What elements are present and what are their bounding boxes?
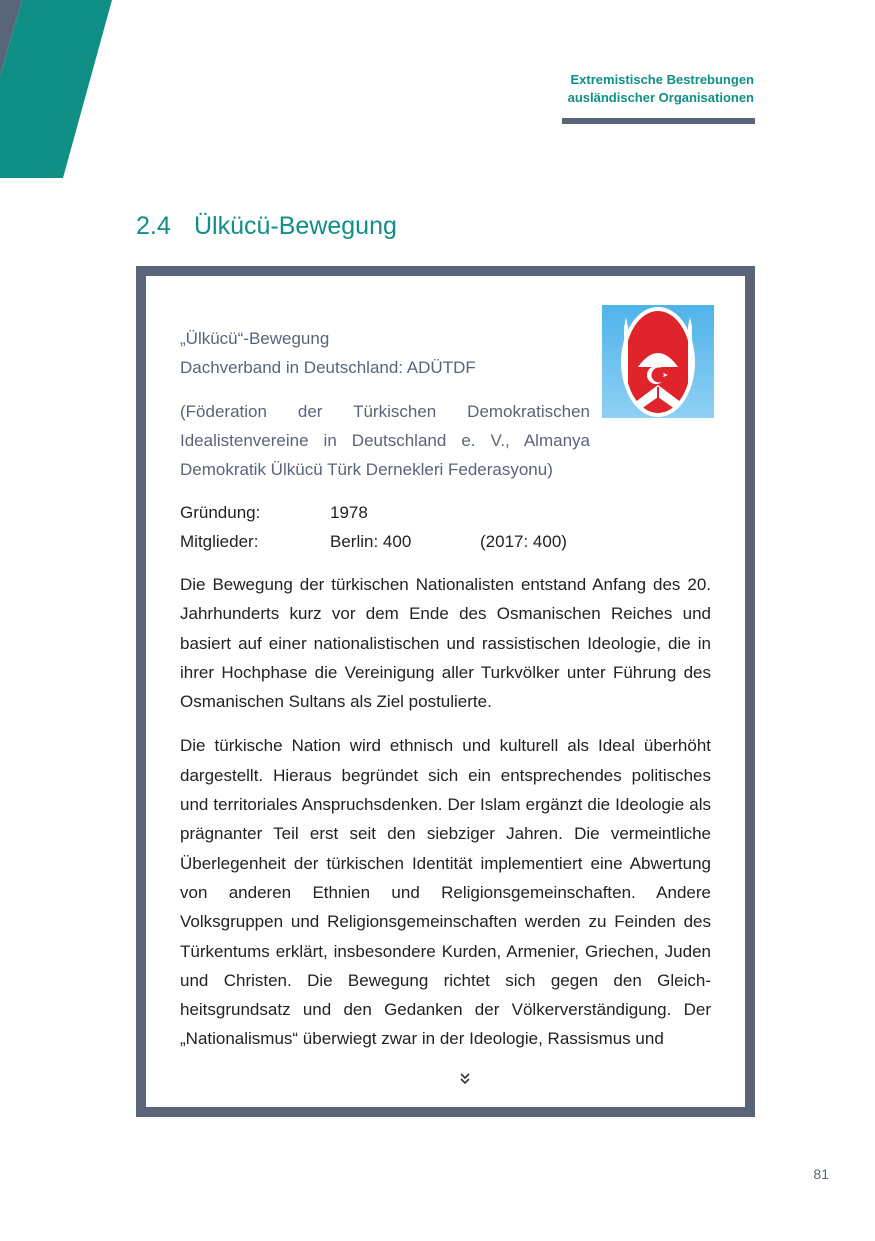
fact-row-founded: [180, 498, 567, 527]
paragraph: Die Bewegung der türkischen Nationalisten entstand Anfang des 20. Jahrhunderts kurz vor dem Ende des Osmanischen Reiches und basiert auf einer nationalistischen und rassistischen Ideologie, die in ihrer Hochphase die Vereinigung aller Turkvölker unter Führung des Osmanischen Sultans als Ziel postulierte.: [180, 575, 711, 712]
founded-value: 1978: [330, 503, 368, 522]
header-rule: [562, 118, 755, 124]
section-title-text: Ülkücü-Bewegung: [194, 212, 397, 240]
running-header-line1: Extremistische Bestrebungen: [570, 72, 754, 87]
section-number: 2.4: [136, 212, 171, 240]
founded-label: Gründung:: [180, 503, 261, 522]
running-header: [494, 71, 754, 107]
members-label: Mitglieder:: [180, 532, 259, 551]
organisation-name: „Ülkücü“-Bewegung: [180, 329, 330, 348]
double-chevron-down-icon: [458, 1070, 472, 1086]
fact-table: [180, 498, 567, 556]
page-number: 81: [813, 1166, 829, 1182]
description-text: [180, 570, 711, 1069]
organisation-heading: [180, 324, 590, 484]
umbrella-organisation: Dachverband in Deutschland: ADÜTDF: [180, 358, 476, 377]
federation-full-name: (Föderation der Türkischen Demokratischen Idealistenvereine in Deutschland e. V., Almanya Demokratik Ülkücü Türk Dernekleri Federasyonu): [180, 402, 590, 479]
fact-row-members: [180, 527, 567, 556]
info-box: [136, 266, 755, 1117]
paragraph: Die türkische Nation wird ethnisch und kulturell als Ideal überhöht dargestellt. Hieraus begründet sich ein entsprechendes politisches und territoriales Anspruchsdenken. Der Islam ergänzt die Ideologie als prägnanter Teil erst seit den siebziger Jahren. Die vermeintliche Überlegenheit der türkischen Identität implementiert eine Abwertung von anderen Ethnien und Religionsgemeinschaften. Andere Volksgruppen und Religionsgemeinschaften werden zu Feinden des Türkentums erklärt, insbesondere Kurden, Armenier, Griechen, Juden und Christen. Die Bewegung richtet sich gegen den Gleichheitsgrundsatz und den Gedanken der Völkerverständigung. Der „Nationalismus“ überwiegt zwar in der Ideologie, Rassismus und: [180, 736, 711, 1049]
section-title: [136, 212, 397, 241]
members-value: Berlin: 400: [330, 532, 412, 551]
corner-decoration: [0, 0, 115, 180]
running-header-line2: ausländischer Organisationen: [567, 90, 754, 105]
members-previous-year: (2017: 400): [480, 532, 567, 551]
adutdf-logo-icon: [602, 305, 714, 418]
